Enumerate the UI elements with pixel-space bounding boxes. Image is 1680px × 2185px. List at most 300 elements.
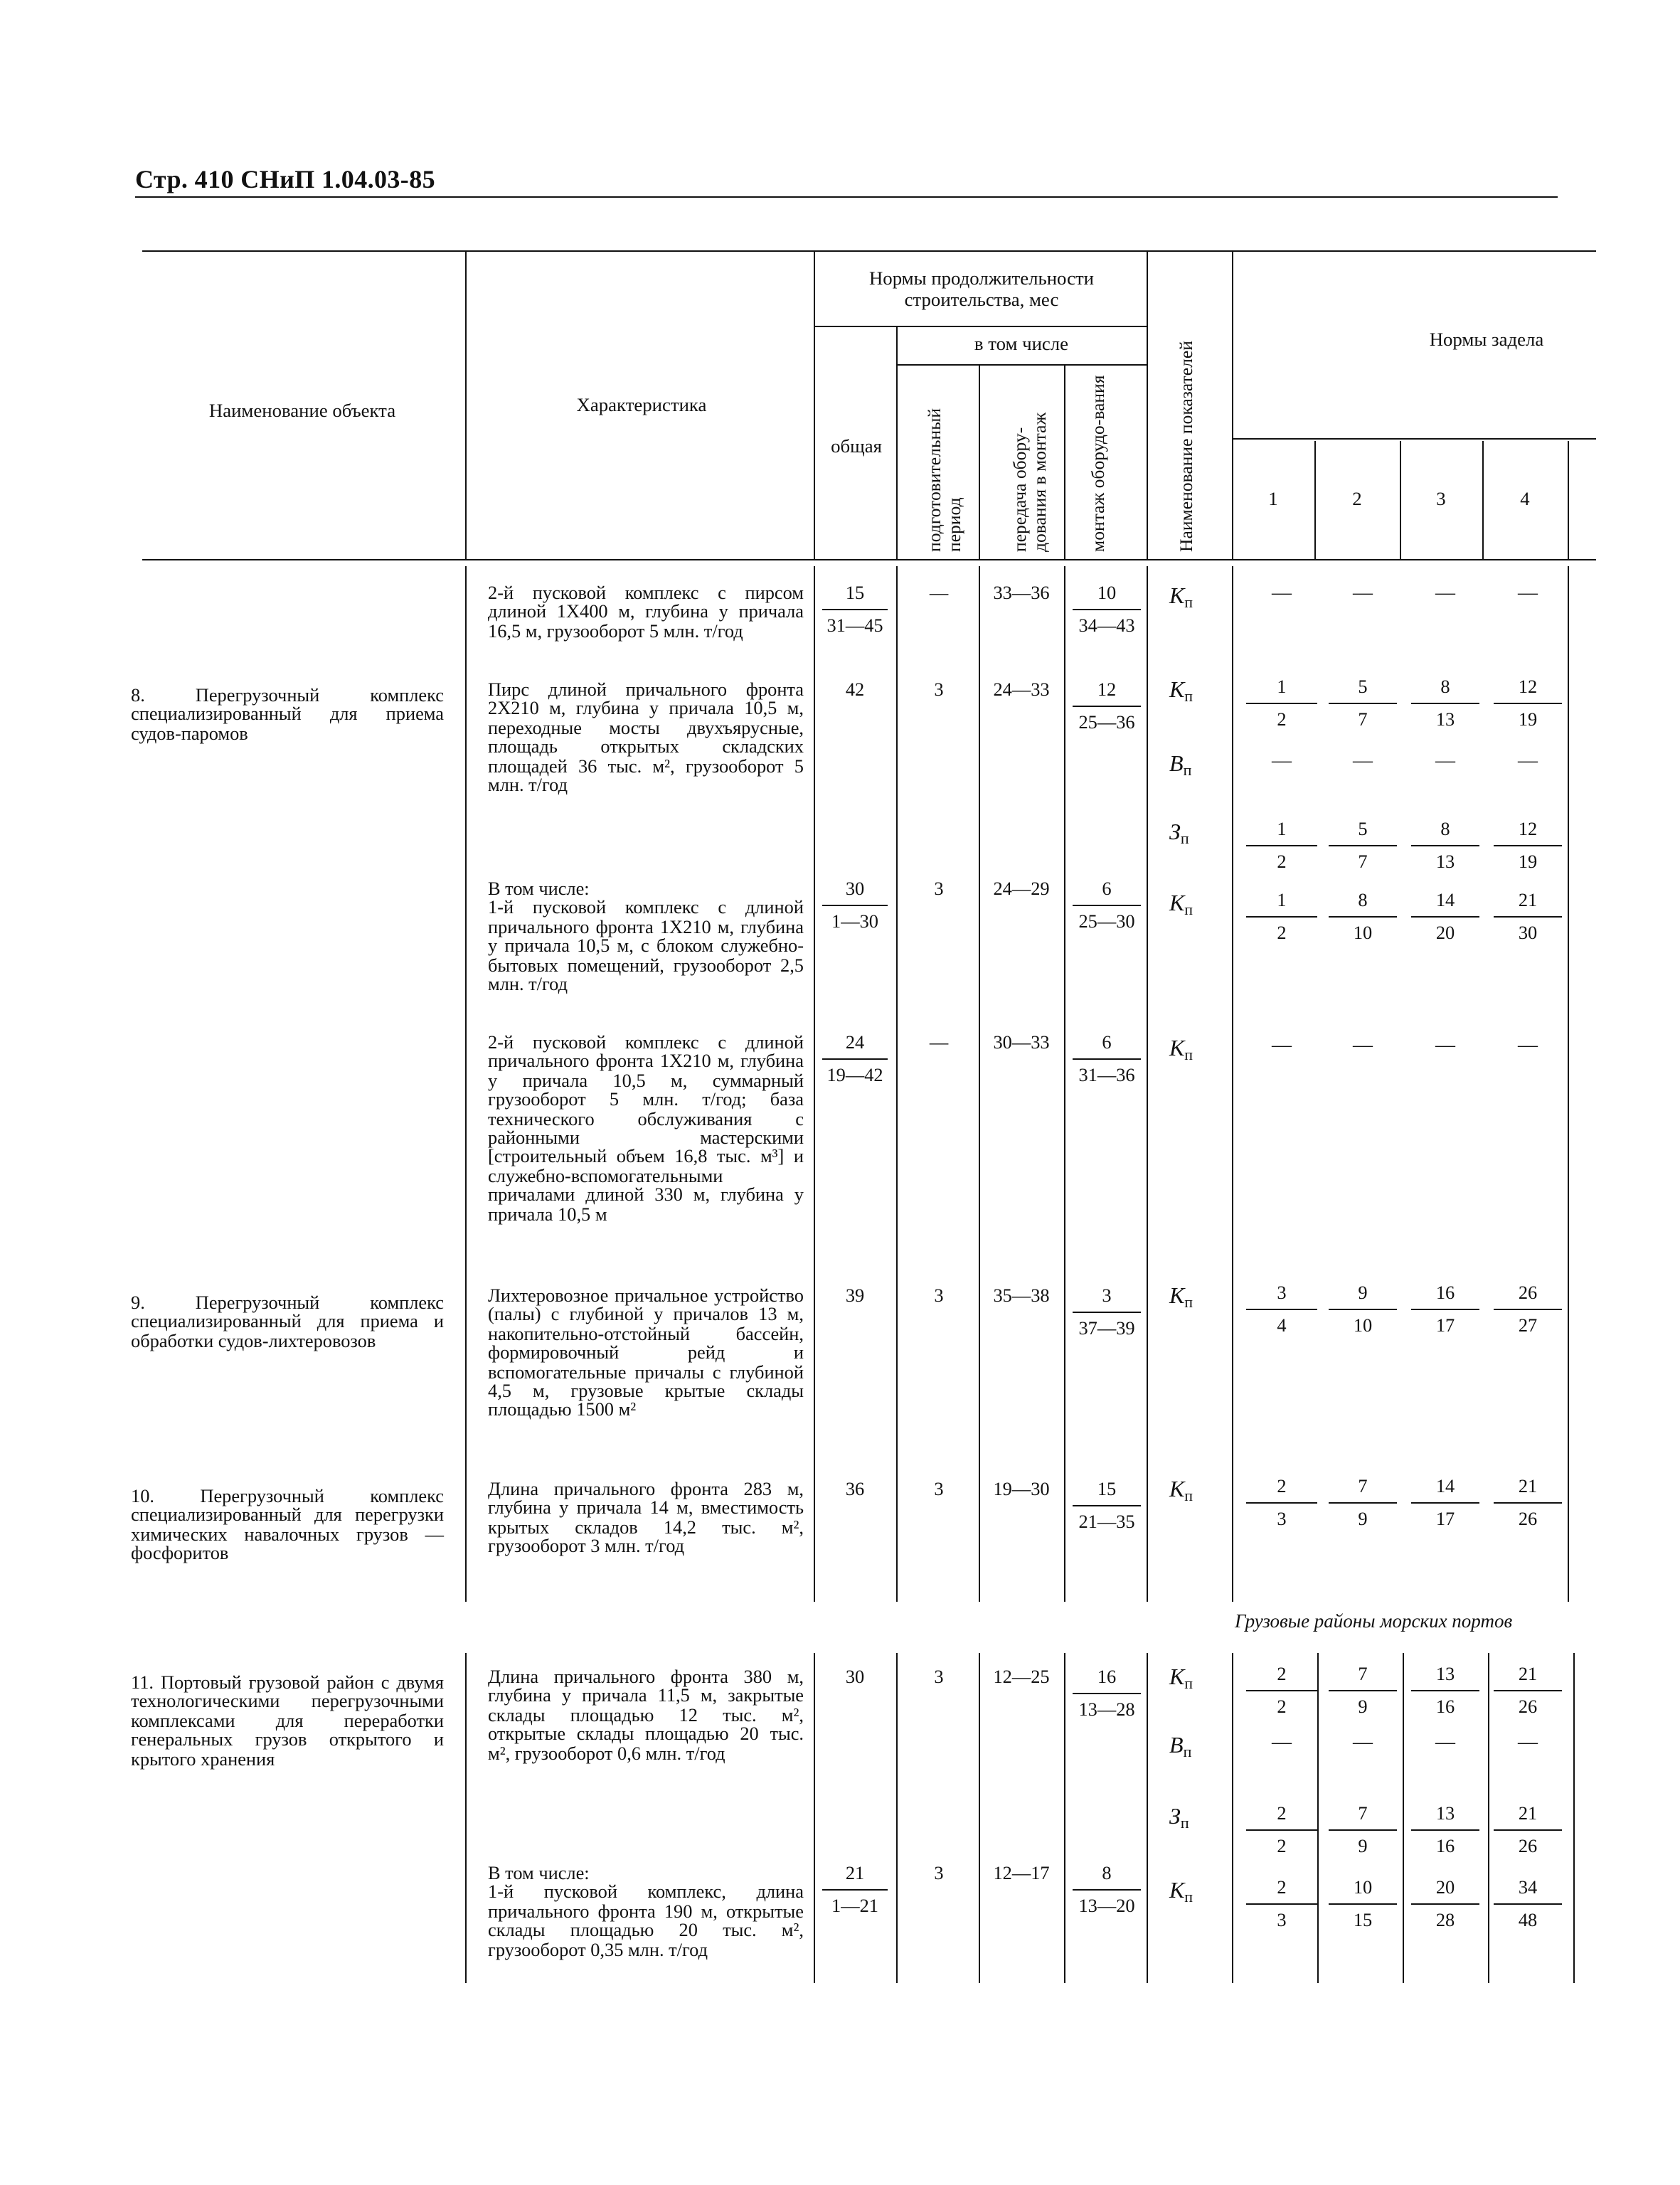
indicator-letter: К — [1169, 1478, 1185, 1502]
backlog-value-fraction-line — [1246, 845, 1317, 846]
indicator-letter: З — [1169, 821, 1181, 845]
indicator-subscript: п — [1183, 1744, 1192, 1761]
backlog-value — [1323, 1477, 1403, 1529]
backlog-value-numerator: 12 — [1518, 676, 1538, 697]
backlog-value-numerator: 21 — [1518, 1802, 1538, 1824]
backlog-value-denominator: 13 — [1435, 851, 1455, 872]
backlog-value-denominator: 9 — [1358, 1696, 1368, 1717]
object-characteristic: Лихтеровозное причальное устройство (палы) с глубиной у причалов 13 м, накопительно-отстойный бассейн, формировочный рейд и вспомогательные причалы с глубиной 4,5 м, грузовые крытые склады площадью 1500 м² — [488, 1285, 804, 1420]
indicator-letter: К — [1169, 1285, 1185, 1309]
col-divider-2 — [814, 252, 815, 559]
prep-period-value: 3 — [934, 878, 944, 899]
backlog-value-fraction-line — [1246, 1502, 1317, 1504]
backlog-value — [1488, 1477, 1568, 1529]
body-divider-2 — [814, 566, 815, 1602]
backlog-value-denominator: 17 — [1435, 1508, 1455, 1529]
body-divider-8 — [1568, 566, 1569, 1602]
backlog-value-numerator: 2 — [1277, 1475, 1287, 1496]
equipment-install-value-fraction-line — [1073, 1693, 1141, 1694]
backlog-value-denominator: 2 — [1277, 708, 1287, 730]
backlog-value — [1405, 677, 1485, 730]
header-object-name: Наименование объекта — [208, 400, 396, 421]
backlog-value: — — [1518, 751, 1538, 772]
equipment-install-value — [1067, 1864, 1147, 1916]
backlog-value — [1240, 1878, 1323, 1930]
col-divider-3 — [896, 326, 898, 559]
equipment-install-value-fraction-line — [1073, 609, 1141, 610]
equipment-install-value-denominator: 31—36 — [1078, 1064, 1135, 1085]
backlog-value-fraction-line — [1329, 1903, 1397, 1905]
equipment-install-value-numerator: 12 — [1097, 679, 1117, 700]
header-sub-rule-1 — [814, 326, 1147, 327]
table-top-rule — [142, 250, 1596, 252]
backlog-value — [1323, 819, 1403, 872]
equipment-install-value — [1067, 1033, 1147, 1085]
equipment-install-value-denominator: 21—35 — [1078, 1511, 1135, 1532]
backlog-value — [1488, 819, 1568, 872]
backlog-value-fraction-line — [1494, 1829, 1562, 1831]
equipment-install-value-fraction-line — [1073, 1505, 1141, 1506]
equipment-transfer-value: 30—33 — [993, 1031, 1050, 1053]
total-duration: 39 — [845, 1285, 865, 1306]
total-duration-denominator: 19—42 — [826, 1064, 883, 1085]
backlog-value-numerator: 34 — [1518, 1876, 1538, 1898]
backlog-value: — — [1435, 583, 1455, 605]
total-duration-numerator: 30 — [845, 878, 865, 899]
object-characteristic: В том числе: 1-й пусковой комплекс с длиной причального фронта 1Х210 м, глубина у причала 10,5 м, с блоком служебно-бытовых помещений, грузооборот 2,5 млн. т/год — [488, 878, 804, 995]
backlog-value-denominator: 2 — [1277, 1696, 1287, 1717]
backlog-value-numerator: 5 — [1358, 676, 1368, 697]
body-divider-7 — [1232, 566, 1233, 1602]
backlog-value-denominator: 17 — [1435, 1314, 1455, 1336]
backlog-value-denominator: 16 — [1435, 1696, 1455, 1717]
equipment-transfer-value: 24—29 — [993, 878, 1050, 899]
header-sub-rule-3 — [1232, 438, 1596, 440]
indicator-letter: В — [1169, 1734, 1184, 1758]
backlog-value: — — [1272, 1733, 1292, 1754]
indicator-symbol — [1169, 1286, 1193, 1314]
backlog-value-numerator: 2 — [1277, 1663, 1287, 1684]
equipment-install-value-numerator: 8 — [1102, 1862, 1112, 1883]
equipment-install-value — [1067, 1479, 1147, 1532]
total-duration-fraction-line — [822, 905, 888, 906]
header-duration-norms: Нормы продолжительности строительства, мес — [868, 267, 1095, 310]
backlog-value — [1488, 1878, 1568, 1930]
indicator-subscript: п — [1184, 689, 1193, 706]
backlog-value-numerator: 3 — [1277, 1282, 1287, 1303]
total-duration-numerator: 24 — [845, 1031, 865, 1053]
equipment-install-value — [1067, 680, 1147, 733]
backlog-value: — — [1353, 583, 1373, 605]
total-duration — [817, 583, 893, 636]
col-divider-4 — [979, 364, 980, 559]
backlog-value: — — [1353, 751, 1373, 772]
equipment-install-value-fraction-line — [1073, 706, 1141, 707]
backlog-value-numerator: 21 — [1518, 889, 1538, 910]
prep-period-value: — — [929, 582, 949, 603]
backlog-value-denominator: 9 — [1358, 1508, 1368, 1529]
body2-divider-4 — [979, 1653, 980, 1983]
backlog-value-fraction-line — [1494, 1309, 1562, 1310]
backlog-value-numerator: 1 — [1277, 676, 1287, 697]
backlog-value-fraction-line — [1329, 916, 1397, 918]
backlog-value-denominator: 19 — [1518, 851, 1538, 872]
backlog-value-numerator: 1 — [1277, 818, 1287, 839]
backlog-value: — — [1435, 1036, 1455, 1057]
backlog-value-denominator: 2 — [1277, 922, 1287, 943]
backlog-value-denominator: 10 — [1353, 922, 1373, 943]
backlog-value — [1240, 1804, 1323, 1856]
equipment-transfer-value: 33—36 — [993, 582, 1050, 603]
total-duration — [817, 1033, 893, 1085]
indicator-symbol — [1169, 680, 1193, 708]
equipment-install-value-fraction-line — [1073, 1312, 1141, 1313]
backlog-value — [1488, 1804, 1568, 1856]
backlog-value-fraction-line — [1411, 845, 1479, 846]
backlog-value-denominator: 28 — [1435, 1909, 1455, 1930]
backlog-value — [1488, 891, 1568, 943]
col-divider-11 — [1568, 441, 1569, 559]
backlog-value-numerator: 5 — [1358, 818, 1368, 839]
backlog-value — [1488, 1664, 1568, 1717]
backlog-value: — — [1272, 1036, 1292, 1057]
total-duration-numerator: 21 — [845, 1862, 865, 1883]
backlog-value — [1405, 1477, 1485, 1529]
equipment-transfer-value: 12—17 — [993, 1862, 1050, 1883]
body-divider-4 — [979, 566, 980, 1602]
equipment-install-value-numerator: 15 — [1097, 1478, 1117, 1499]
backlog-value-denominator: 13 — [1435, 708, 1455, 730]
total-duration-denominator: 1—30 — [831, 910, 878, 932]
backlog-value: — — [1272, 751, 1292, 772]
total-duration: 42 — [845, 679, 865, 700]
backlog-value-denominator: 10 — [1353, 1314, 1373, 1336]
indicator-letter: К — [1169, 585, 1185, 609]
backlog-value — [1323, 1804, 1403, 1856]
equipment-install-value-fraction-line — [1073, 905, 1141, 906]
indicator-symbol — [1169, 1667, 1193, 1696]
equipment-install-value-denominator: 34—43 — [1078, 615, 1135, 636]
backlog-value-fraction-line — [1329, 703, 1397, 704]
backlog-value-fraction-line — [1494, 1690, 1562, 1691]
backlog-value-numerator: 14 — [1435, 889, 1455, 910]
backlog-value — [1240, 1283, 1323, 1336]
indicator-subscript: п — [1184, 1889, 1193, 1906]
backlog-value — [1323, 1664, 1403, 1717]
object-name: 8. Перегрузочный комплекс специализированный для приема судов-паромов — [131, 684, 444, 744]
backlog-value-numerator: 26 — [1518, 1282, 1538, 1303]
object-characteristic: В том числе: 1-й пусковой комплекс, длина причального фронта 190 м, открытые склады площадью 20 тыс. м², грузооборот 0,35 млн. т/год — [488, 1862, 804, 1960]
indicator-subscript: п — [1184, 1047, 1193, 1064]
backlog-value-numerator: 9 — [1358, 1282, 1368, 1303]
section-caption: Грузовые районы морских портов — [1235, 1610, 1513, 1632]
backlog-value-denominator: 20 — [1435, 922, 1455, 943]
header-equipment-install: монтаж оборудо-вания — [1088, 375, 1108, 552]
header-characteristic: Характеристика — [576, 394, 707, 415]
equipment-install-value-numerator: 10 — [1097, 582, 1117, 603]
backlog-value — [1240, 1477, 1323, 1529]
header-backlog-norms: Нормы задела — [1429, 329, 1544, 350]
equipment-install-value-numerator: 16 — [1097, 1666, 1117, 1687]
backlog-value — [1323, 1878, 1403, 1930]
backlog-value-numerator: 2 — [1277, 1802, 1287, 1824]
prep-period-value: 3 — [934, 1478, 944, 1499]
header-backlog-col-2: 2 — [1352, 488, 1362, 509]
backlog-value — [1405, 1283, 1485, 1336]
backlog-value-denominator: 48 — [1518, 1909, 1538, 1930]
backlog-value — [1240, 1664, 1323, 1717]
object-name: 10. Перегрузочный комплекс специализированный для перегрузки химических навалочных грузов — фосфоритов — [131, 1485, 444, 1564]
backlog-value-denominator: 9 — [1358, 1835, 1368, 1856]
equipment-install-value-denominator: 37—39 — [1078, 1317, 1135, 1339]
backlog-value-fraction-line — [1494, 1502, 1562, 1504]
indicator-letter: К — [1169, 1666, 1185, 1690]
header-sub-rule-2 — [896, 364, 1147, 366]
backlog-value: — — [1518, 1733, 1538, 1754]
backlog-value-denominator: 19 — [1518, 708, 1538, 730]
backlog-value — [1488, 1283, 1568, 1336]
backlog-value: — — [1518, 1036, 1538, 1057]
backlog-value-fraction-line — [1329, 1502, 1397, 1504]
backlog-value-numerator: 8 — [1358, 889, 1368, 910]
backlog-value-denominator: 27 — [1518, 1314, 1538, 1336]
equipment-install-value-fraction-line — [1073, 1058, 1141, 1060]
header-indicator-name: Наименование показателей — [1176, 341, 1196, 552]
header-bottom-rule — [142, 559, 1596, 560]
body2-divider-7 — [1232, 1653, 1233, 1983]
backlog-value-fraction-line — [1329, 1829, 1397, 1831]
body2-divider-2 — [814, 1653, 815, 1983]
backlog-value-fraction-line — [1494, 916, 1562, 918]
equipment-install-value — [1067, 1286, 1147, 1339]
total-duration-fraction-line — [822, 609, 888, 610]
backlog-value-numerator: 12 — [1518, 818, 1538, 839]
backlog-value-fraction-line — [1411, 1690, 1479, 1691]
indicator-symbol — [1169, 1881, 1193, 1909]
backlog-value-numerator: 7 — [1358, 1475, 1368, 1496]
indicator-symbol — [1169, 1038, 1193, 1067]
col-divider-1 — [465, 252, 467, 559]
backlog-value-fraction-line — [1411, 916, 1479, 918]
indicator-subscript: п — [1183, 762, 1192, 780]
backlog-value-numerator: 21 — [1518, 1663, 1538, 1684]
object-characteristic: 2-й пусковой комплекс с пирсом длиной 1Х400 м, глубина у причала 16,5 м, грузооборот 5 млн. т/год — [488, 582, 804, 642]
indicator-subscript: п — [1184, 595, 1193, 612]
backlog-value-numerator: 7 — [1358, 1663, 1368, 1684]
header-backlog-col-3: 3 — [1436, 488, 1446, 509]
indicator-symbol — [1169, 1479, 1193, 1508]
backlog-value: — — [1518, 583, 1538, 605]
indicator-letter: З — [1169, 1805, 1181, 1829]
backlog-value-fraction-line — [1411, 1903, 1479, 1905]
page-header-title: Стр. 410 СНиП 1.04.03-85 — [135, 165, 436, 193]
backlog-value-fraction-line — [1411, 1502, 1479, 1504]
backlog-value-fraction-line — [1329, 1309, 1397, 1310]
backlog-value — [1240, 677, 1323, 730]
total-duration — [817, 879, 893, 932]
indicator-symbol — [1169, 586, 1193, 615]
backlog-value — [1405, 819, 1485, 872]
equipment-install-value-denominator: 13—20 — [1078, 1895, 1135, 1916]
body2-divider-6 — [1147, 1653, 1148, 1983]
backlog-value — [1488, 677, 1568, 730]
backlog-value-fraction-line — [1246, 916, 1317, 918]
backlog-value — [1323, 677, 1403, 730]
object-characteristic: 2-й пусковой комплекс с длиной причального фронта 1Х210 м, глубина у причала 10,5 м, суммарный грузооборот 5 млн. т/год; база технического обслуживания с районными мастерскими [строительный объем 16,8 тыс. м³] и служебно-вспомогательными причалами длиной 330 м, глубина у причала 10,5 м — [488, 1031, 804, 1225]
backlog-value-numerator: 2 — [1277, 1876, 1287, 1898]
body2-divider-3 — [896, 1653, 898, 1983]
header-total: общая — [831, 435, 882, 457]
backlog-value: — — [1353, 1036, 1373, 1057]
header-equipment-transfer: передача обору-дования в монтаж — [1010, 412, 1050, 552]
header-prep-period: подготовительный период — [925, 408, 964, 552]
equipment-install-value-denominator: 25—30 — [1078, 910, 1135, 932]
backlog-value-numerator: 16 — [1435, 1282, 1455, 1303]
total-duration-denominator: 31—45 — [826, 615, 883, 636]
indicator-symbol — [1169, 754, 1191, 782]
backlog-value-denominator: 7 — [1358, 851, 1368, 872]
prep-period-value: 3 — [934, 679, 944, 700]
backlog-value-numerator: 13 — [1435, 1802, 1455, 1824]
prep-period-value: 3 — [934, 1285, 944, 1306]
prep-period-value: 3 — [934, 1666, 944, 1687]
body2-divider-5 — [1064, 1653, 1065, 1983]
total-duration: 36 — [845, 1478, 865, 1499]
object-characteristic: Длина причального фронта 380 м, глубина у причала 11,5 м, закрытые склады площадью 12 тыс. м², открытые склады площадью 20 тыс. м², грузооборот 0,6 млн. т/год — [488, 1666, 804, 1764]
equipment-transfer-value: 24—33 — [993, 679, 1050, 700]
backlog-value — [1405, 1804, 1485, 1856]
indicator-symbol — [1169, 1735, 1191, 1764]
header-backlog-col-1: 1 — [1268, 488, 1278, 509]
backlog-value-denominator: 16 — [1435, 1835, 1455, 1856]
indicator-letter: К — [1169, 892, 1185, 916]
backlog-value — [1405, 891, 1485, 943]
prep-period-value: 3 — [934, 1862, 944, 1883]
body-divider-3 — [896, 566, 898, 1602]
backlog-value-fraction-line — [1411, 1309, 1479, 1310]
backlog-value-denominator: 15 — [1353, 1909, 1373, 1930]
indicator-letter: К — [1169, 1037, 1185, 1061]
backlog-value-fraction-line — [1246, 703, 1317, 704]
indicator-subscript: п — [1180, 1815, 1189, 1832]
backlog-value-fraction-line — [1329, 845, 1397, 846]
equipment-install-value-numerator: 6 — [1102, 878, 1112, 899]
backlog-value-denominator: 3 — [1277, 1508, 1287, 1529]
col-divider-5 — [1064, 364, 1065, 559]
backlog-value-fraction-line — [1246, 1690, 1317, 1691]
body-divider-6 — [1147, 566, 1148, 1602]
backlog-value — [1323, 891, 1403, 943]
backlog-value-fraction-line — [1329, 1690, 1397, 1691]
indicator-letter: К — [1169, 1879, 1185, 1903]
backlog-value: — — [1435, 751, 1455, 772]
backlog-value-denominator: 26 — [1518, 1696, 1538, 1717]
indicator-symbol — [1169, 1807, 1189, 1835]
backlog-value-fraction-line — [1246, 1309, 1317, 1310]
body-divider-1 — [465, 566, 467, 1602]
backlog-value-fraction-line — [1494, 845, 1562, 846]
backlog-value-numerator: 13 — [1435, 1663, 1455, 1684]
total-duration — [817, 1864, 893, 1916]
equipment-transfer-value: 35—38 — [993, 1285, 1050, 1306]
backlog-value-denominator: 30 — [1518, 922, 1538, 943]
header-including: в том числе — [974, 333, 1069, 354]
object-name: 11. Портовый грузовой район с двумя технологическими перегрузочными комплексами для переработки генеральных грузов открытого и крытого хранения — [131, 1671, 444, 1770]
indicator-letter: К — [1169, 679, 1185, 703]
equipment-transfer-value: 19—30 — [993, 1478, 1050, 1499]
backlog-value — [1240, 819, 1323, 872]
prep-period-value: — — [929, 1031, 949, 1053]
indicator-subscript: п — [1184, 1488, 1193, 1505]
equipment-transfer-value: 12—25 — [993, 1666, 1050, 1687]
backlog-value-fraction-line — [1246, 1829, 1317, 1831]
total-duration-numerator: 15 — [845, 582, 865, 603]
backlog-value-denominator: 7 — [1358, 708, 1368, 730]
equipment-install-value — [1067, 1667, 1147, 1720]
total-duration-denominator: 1—21 — [831, 1895, 878, 1916]
backlog-value — [1405, 1664, 1485, 1717]
body2-divider-11 — [1573, 1653, 1575, 1983]
backlog-value-denominator: 2 — [1277, 851, 1287, 872]
backlog-value-numerator: 21 — [1518, 1475, 1538, 1496]
equipment-install-value-numerator: 6 — [1102, 1031, 1112, 1053]
backlog-value: — — [1353, 1733, 1373, 1754]
backlog-value-numerator: 8 — [1440, 676, 1450, 697]
backlog-value — [1323, 1283, 1403, 1336]
object-characteristic: Длина причального фронта 283 м, глубина у причала 14 м, вместимость крытых складов 14,2 тыс. м², грузооборот 3 млн. т/год — [488, 1478, 804, 1557]
equipment-install-value-denominator: 13—28 — [1078, 1698, 1135, 1720]
backlog-value-denominator: 3 — [1277, 1909, 1287, 1930]
indicator-symbol — [1169, 893, 1193, 922]
backlog-value-denominator: 26 — [1518, 1508, 1538, 1529]
indicator-subscript: п — [1180, 831, 1189, 848]
backlog-value-denominator: 26 — [1518, 1835, 1538, 1856]
backlog-value — [1405, 1878, 1485, 1930]
body-divider-5 — [1064, 566, 1065, 1602]
total-duration: 30 — [845, 1666, 865, 1687]
backlog-value-fraction-line — [1494, 703, 1562, 704]
object-name: 9. Перегрузочный комплекс специализированный для приема и обработки судов-лихтеровозов — [131, 1292, 444, 1351]
header-backlog-col-4: 4 — [1520, 488, 1530, 509]
total-duration-fraction-line — [822, 1889, 888, 1891]
backlog-value: — — [1435, 1733, 1455, 1754]
equipment-install-value-denominator: 25—36 — [1078, 711, 1135, 733]
indicator-symbol — [1169, 822, 1189, 851]
indicator-subscript: п — [1184, 1294, 1193, 1312]
backlog-value-numerator: 7 — [1358, 1802, 1368, 1824]
backlog-value-denominator: 4 — [1277, 1314, 1287, 1336]
backlog-value-numerator: 10 — [1353, 1876, 1373, 1898]
backlog-value-fraction-line — [1246, 1903, 1317, 1905]
col-divider-7 — [1232, 252, 1233, 559]
equipment-install-value — [1067, 879, 1147, 932]
backlog-value-numerator: 14 — [1435, 1475, 1455, 1496]
indicator-subscript: п — [1184, 902, 1193, 919]
object-characteristic: Пирс длиной причального фронта 2Х210 м, глубина у причала 10,5 м, переходные мосты двухъярусные, площадь открытых складских площадей 36 тыс. м², грузооборот 5 млн. т/год — [488, 679, 804, 796]
body2-divider-9 — [1403, 1653, 1404, 1983]
backlog-value-fraction-line — [1411, 703, 1479, 704]
indicator-subscript: п — [1184, 1676, 1193, 1693]
total-duration-fraction-line — [822, 1058, 888, 1060]
backlog-value-numerator: 20 — [1435, 1876, 1455, 1898]
backlog-value: — — [1272, 583, 1292, 605]
backlog-value-numerator: 1 — [1277, 889, 1287, 910]
backlog-value-denominator: 2 — [1277, 1835, 1287, 1856]
equipment-install-value-numerator: 3 — [1102, 1285, 1112, 1306]
equipment-install-value-fraction-line — [1073, 1889, 1141, 1891]
col-divider-6 — [1147, 252, 1148, 559]
indicator-letter: В — [1169, 753, 1184, 777]
